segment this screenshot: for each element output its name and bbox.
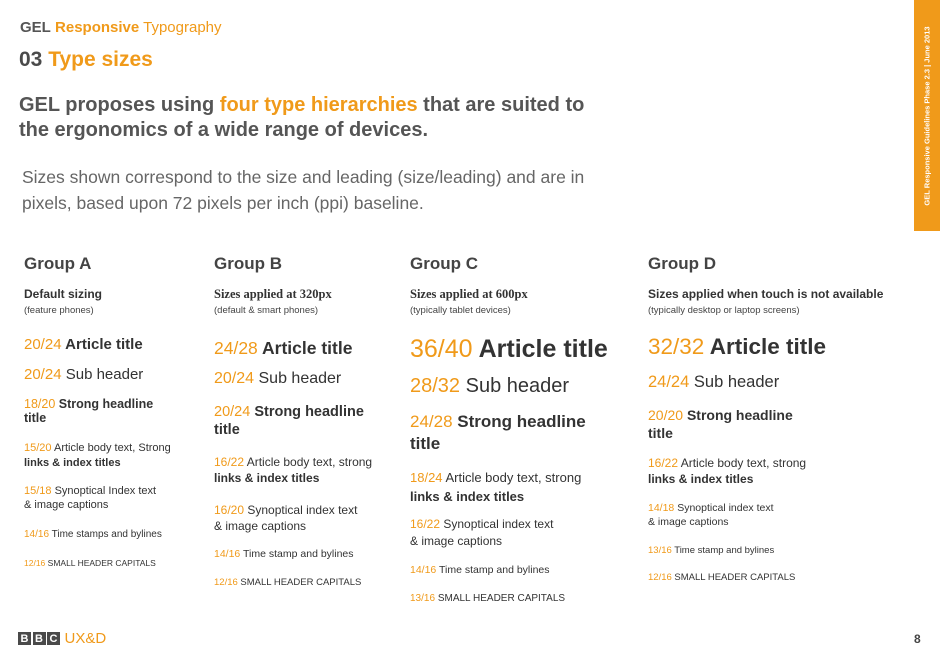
sample-sub-header: 20/24 Sub header xyxy=(214,370,342,387)
section-name: Type sizes xyxy=(48,48,153,71)
group-desc: Default sizing xyxy=(24,287,103,301)
sample-article-title: 24/28 Article title xyxy=(214,338,353,358)
sample-strong-headline: 24/28 Strong headline title xyxy=(410,412,586,453)
group-title: Group B xyxy=(214,254,282,273)
bbc-uxd-logo xyxy=(18,630,106,647)
sample-small-caps: 12/16 SMALL HEADER CAPITALS xyxy=(648,572,796,583)
lead-highlight: four type hierarchies xyxy=(219,94,418,116)
group-subdesc: (typically desktop or laptop screens) xyxy=(648,305,800,316)
group-desc: Sizes applied at 320px xyxy=(214,287,332,301)
sample-timestamps: 13/16 Time stamp and bylines xyxy=(648,545,775,556)
lead-paragraph xyxy=(19,93,619,143)
logo-letter-b1: B xyxy=(18,632,31,645)
doc-header xyxy=(20,19,222,36)
group-desc: Sizes applied when touch is not available xyxy=(648,287,884,301)
group-title: Group A xyxy=(24,254,92,273)
header-responsive: Responsive xyxy=(55,19,140,36)
sample-body-text: 16/22 Article body text, strong links & index titles xyxy=(214,455,373,485)
sample-small-caps: 12/16 SMALL HEADER CAPITALS xyxy=(214,577,362,588)
sample-sub-header: 20/24 Sub header xyxy=(24,366,144,383)
logo-letter-b2: B xyxy=(33,632,46,645)
sample-article-title: 20/24 Article title xyxy=(24,336,143,353)
group-subdesc: (feature phones) xyxy=(24,305,94,316)
group-title: Group C xyxy=(410,254,478,273)
lead-part-b: that are suited to the ergonomics of a wide range of devices. xyxy=(19,94,585,141)
sample-synoptical-text: 14/18 Synoptical index text & image captions xyxy=(648,502,774,528)
sample-body-text: 18/24 Article body text, strong links & index titles xyxy=(410,470,582,504)
sample-sub-header: 28/32 Sub header xyxy=(410,375,570,397)
sample-strong-headline: 20/20 Strong headline title xyxy=(648,407,793,441)
sample-small-caps: 12/16 SMALL HEADER CAPITALS xyxy=(24,558,156,568)
group-subdesc: (typically tablet devices) xyxy=(410,305,511,316)
sample-timestamps: 14/16 Time stamp and bylines xyxy=(410,564,550,576)
logo-text: UX&D xyxy=(64,630,107,647)
page-number: 8 xyxy=(914,632,921,646)
sample-timestamps: 14/16 Time stamp and bylines xyxy=(214,548,354,560)
sample-sub-header: 24/24 Sub header xyxy=(648,373,780,391)
section-number: 03 xyxy=(19,48,43,71)
sizes-note: Sizes shown correspond to the size and leading (size/leading) and are in pixels, based upon 72 pixels per inch (ppi) baseline. xyxy=(22,167,585,213)
group-title: Group D xyxy=(648,254,716,273)
sample-body-text: 15/20 Article body text, Strong links & index titles xyxy=(24,442,171,469)
side-tab xyxy=(914,0,940,231)
group-desc: Sizes applied at 600px xyxy=(410,287,528,301)
header-typography: Typography xyxy=(143,19,222,36)
logo-letter-c: C xyxy=(47,632,60,645)
side-tab-label: GEL Responsive Guidelines Phase 2.3 | June 2013 xyxy=(922,25,932,206)
header-gel: GEL xyxy=(20,19,51,36)
sample-synoptical-text: 15/18 Synoptical Index text & image captions xyxy=(24,485,157,511)
group-subdesc: (default & smart phones) xyxy=(214,305,319,316)
sample-synoptical-text: 16/20 Synoptical index text & image captions xyxy=(214,503,358,533)
lead-part-a: GEL proposes using xyxy=(19,94,220,116)
sample-small-caps: 13/16 SMALL HEADER CAPITALS xyxy=(410,593,566,604)
sample-strong-headline: 20/24 Strong headline title xyxy=(214,404,364,438)
sample-article-title: 32/32 Article title xyxy=(648,334,827,359)
sample-article-title: 36/40 Article title xyxy=(410,335,608,363)
sample-body-text: 16/22 Article body text, strong links & index titles xyxy=(648,456,807,486)
section-title xyxy=(19,48,153,72)
sample-synoptical-text: 16/22 Synoptical index text & image captions xyxy=(410,517,554,548)
sample-strong-headline: 18/20 Strong headline title xyxy=(24,397,154,425)
sample-timestamps: 14/16 Time stamps and bylines xyxy=(24,529,162,540)
